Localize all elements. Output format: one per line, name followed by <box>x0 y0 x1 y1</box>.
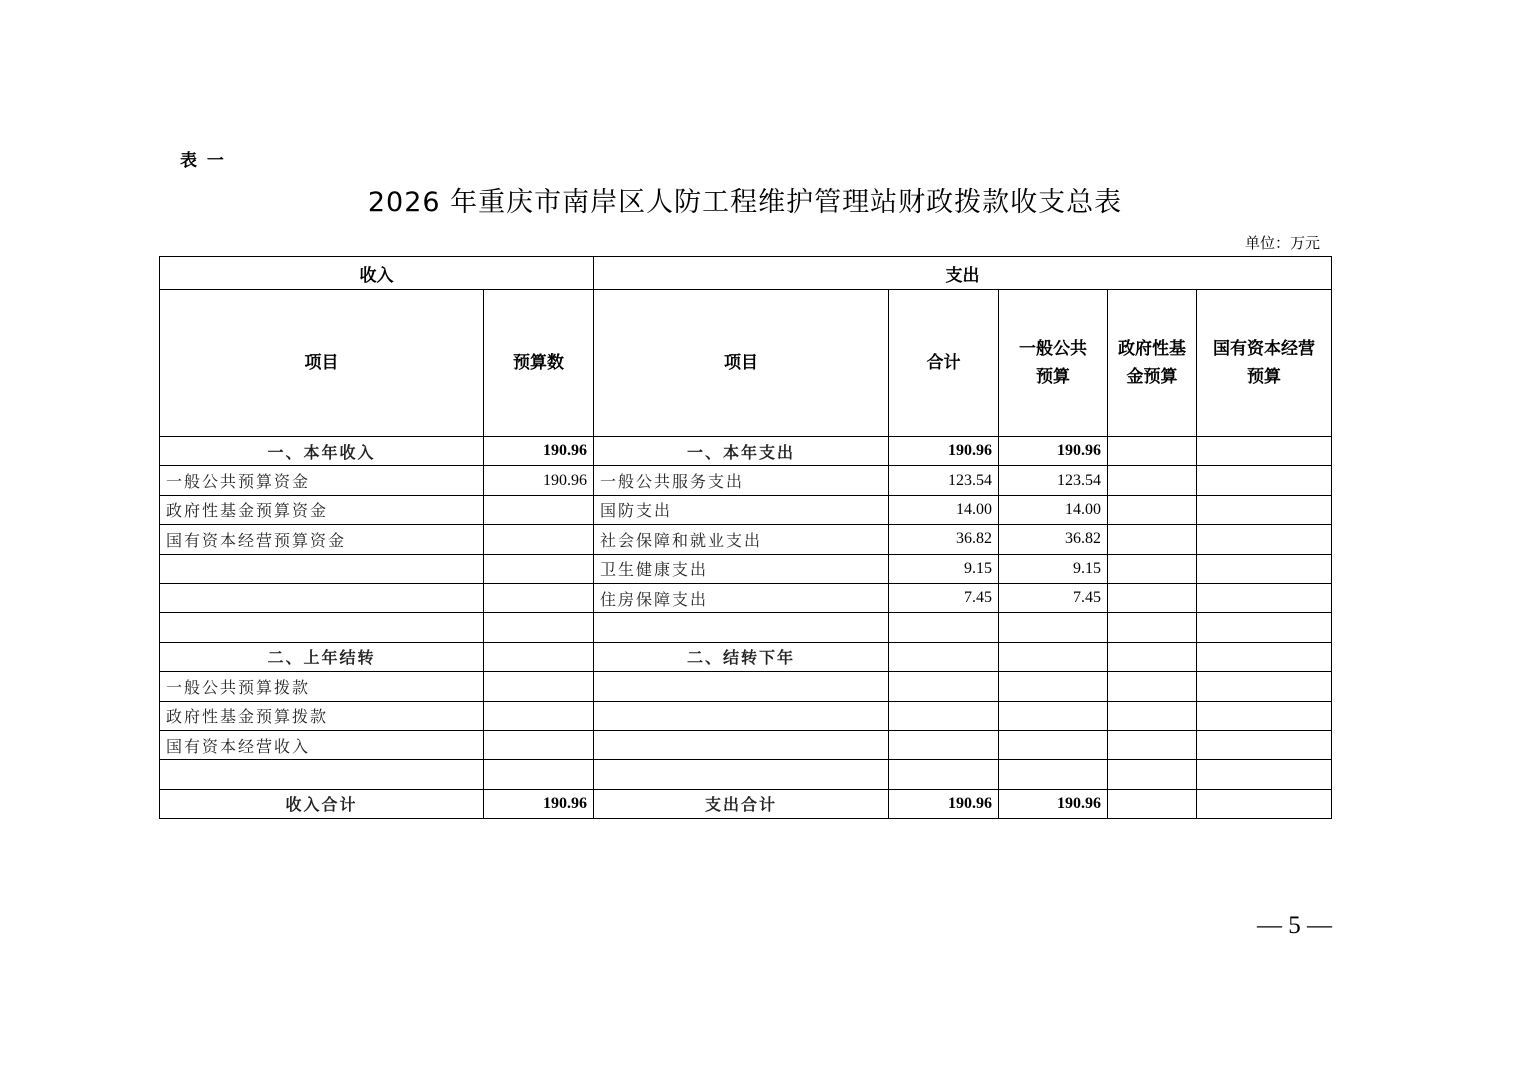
expense-item-cell: 社会保障和就业支出 <box>594 525 889 554</box>
expense-general-cell <box>999 642 1108 671</box>
income-item-cell <box>160 613 484 642</box>
table-row <box>160 466 1332 495</box>
expense-state-cell <box>1197 495 1332 524</box>
income-item-cell <box>160 760 484 789</box>
column-header-row <box>160 290 1332 437</box>
col-income-item: 项目 <box>160 290 484 437</box>
expense-item-cell: 二、结转下年 <box>594 642 889 671</box>
expense-item-cell <box>594 701 889 730</box>
income-item-cell: 一般公共预算拨款 <box>160 672 484 701</box>
expense-general-cell <box>999 672 1108 701</box>
expense-fund-cell <box>1108 730 1197 759</box>
totals-row <box>160 789 1332 818</box>
income-total-label: 收入合计 <box>160 789 484 818</box>
income-item-cell: 政府性基金预算资金 <box>160 495 484 524</box>
expense-item-cell: 住房保障支出 <box>594 583 889 612</box>
expense-state-cell <box>1197 437 1332 466</box>
income-budget-cell <box>484 554 594 583</box>
income-budget-cell <box>484 495 594 524</box>
table-label: 表 一 <box>180 151 226 171</box>
income-item-cell: 政府性基金预算拨款 <box>160 701 484 730</box>
expense-total-cell: 190.96 <box>889 437 999 466</box>
expense-state-cell <box>1197 760 1332 789</box>
expense-fund-cell <box>1108 701 1197 730</box>
expense-state-cell <box>1197 554 1332 583</box>
col-expense-fund: 政府性基金预算 <box>1108 290 1197 437</box>
expense-state-cell <box>1197 466 1332 495</box>
expense-general-sum: 190.96 <box>999 789 1108 818</box>
expense-general-cell: 9.15 <box>999 554 1108 583</box>
table-row <box>160 554 1332 583</box>
income-item-cell: 一般公共预算资金 <box>160 466 484 495</box>
income-item-cell: 国有资本经营收入 <box>160 730 484 759</box>
table-row <box>160 672 1332 701</box>
table-row <box>160 760 1332 789</box>
income-item-cell <box>160 554 484 583</box>
income-item-cell: 国有资本经营预算资金 <box>160 525 484 554</box>
expense-state-cell <box>1197 730 1332 759</box>
table-row <box>160 642 1332 671</box>
expense-total-cell <box>889 730 999 759</box>
expense-fund-cell <box>1108 495 1197 524</box>
col-expense-total: 合计 <box>889 290 999 437</box>
expense-general-cell <box>999 730 1108 759</box>
income-item-cell <box>160 583 484 612</box>
expense-state-cell <box>1197 583 1332 612</box>
expense-total-cell <box>889 642 999 671</box>
page-number: — 5 — <box>1257 912 1332 939</box>
col-expense-general: 一般公共预算 <box>999 290 1108 437</box>
expense-fund-cell <box>1108 466 1197 495</box>
expense-item-cell <box>594 760 889 789</box>
expense-general-cell <box>999 613 1108 642</box>
expense-general-cell: 14.00 <box>999 495 1108 524</box>
income-budget-cell <box>484 525 594 554</box>
expense-total-cell: 36.82 <box>889 525 999 554</box>
expense-item-cell <box>594 672 889 701</box>
expense-fund-cell <box>1108 525 1197 554</box>
expense-state-cell <box>1197 613 1332 642</box>
income-budget-cell <box>484 701 594 730</box>
income-budget-cell <box>484 613 594 642</box>
col-expense-state: 国有资本经营预算 <box>1197 290 1332 437</box>
expense-general-cell <box>999 760 1108 789</box>
document-title: 2026 年重庆市南岸区人防工程维护管理站财政拨款收支总表 <box>367 187 1123 218</box>
expense-state-cell <box>1197 525 1332 554</box>
expense-item-cell <box>594 730 889 759</box>
expense-fund-cell <box>1108 642 1197 671</box>
income-item-cell: 一、本年收入 <box>160 437 484 466</box>
expense-general-cell: 36.82 <box>999 525 1108 554</box>
expense-fund-sum <box>1108 789 1197 818</box>
expense-item-cell: 国防支出 <box>594 495 889 524</box>
expense-general-cell: 190.96 <box>999 437 1108 466</box>
table-row <box>160 525 1332 554</box>
expense-general-cell: 123.54 <box>999 466 1108 495</box>
table-row <box>160 701 1332 730</box>
expense-item-cell: 一、本年支出 <box>594 437 889 466</box>
budget-summary-table <box>159 256 1332 819</box>
expense-total-cell: 123.54 <box>889 466 999 495</box>
expense-state-cell <box>1197 642 1332 671</box>
expense-section-header: 支出 <box>594 257 1332 290</box>
income-budget-cell <box>484 642 594 671</box>
expense-total-cell: 7.45 <box>889 583 999 612</box>
table-row <box>160 613 1332 642</box>
income-budget-cell <box>484 760 594 789</box>
expense-total-sum: 190.96 <box>889 789 999 818</box>
table-row <box>160 495 1332 524</box>
income-item-cell: 二、上年结转 <box>160 642 484 671</box>
unit-note: 单位：万元 <box>1244 234 1320 252</box>
expense-fund-cell <box>1108 760 1197 789</box>
expense-state-cell <box>1197 672 1332 701</box>
expense-fund-cell <box>1108 437 1197 466</box>
expense-total-cell: 9.15 <box>889 554 999 583</box>
col-expense-item: 项目 <box>594 290 889 437</box>
col-income-budget: 预算数 <box>484 290 594 437</box>
income-budget-cell: 190.96 <box>484 437 594 466</box>
expense-state-sum <box>1197 789 1332 818</box>
expense-fund-cell <box>1108 554 1197 583</box>
expense-fund-cell <box>1108 583 1197 612</box>
expense-item-cell: 卫生健康支出 <box>594 554 889 583</box>
table-row <box>160 730 1332 759</box>
income-budget-cell <box>484 730 594 759</box>
income-budget-cell <box>484 583 594 612</box>
expense-general-cell: 7.45 <box>999 583 1108 612</box>
table-row <box>160 583 1332 612</box>
expense-total-cell <box>889 701 999 730</box>
expense-item-cell <box>594 613 889 642</box>
expense-general-cell <box>999 701 1108 730</box>
expense-fund-cell <box>1108 672 1197 701</box>
income-budget-cell <box>484 672 594 701</box>
table-row <box>160 437 1332 466</box>
expense-total-cell <box>889 613 999 642</box>
expense-total-label: 支出合计 <box>594 789 889 818</box>
expense-state-cell <box>1197 701 1332 730</box>
expense-item-cell: 一般公共服务支出 <box>594 466 889 495</box>
income-section-header: 收入 <box>160 257 594 290</box>
expense-fund-cell <box>1108 613 1197 642</box>
income-total-value: 190.96 <box>484 789 594 818</box>
expense-total-cell: 14.00 <box>889 495 999 524</box>
expense-total-cell <box>889 672 999 701</box>
income-budget-cell: 190.96 <box>484 466 594 495</box>
section-header-row <box>160 257 1332 290</box>
expense-total-cell <box>889 760 999 789</box>
